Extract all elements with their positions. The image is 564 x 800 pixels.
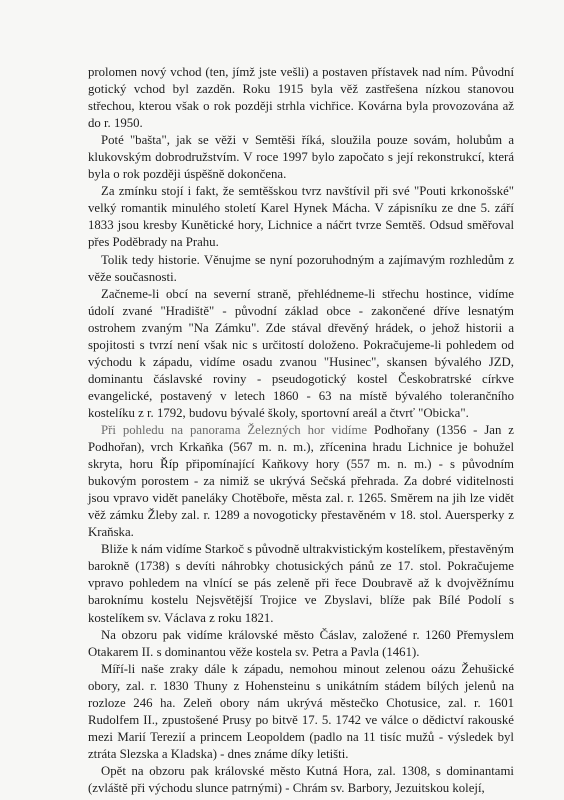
paragraph-3: Za zmínku stojí i fakt, že semtěšskou tvrz navštívil při své "Pouti krkonošské" velký romantik minulého století Karel Hynek Mácha. V zápisníku ze dne 5. září 1833 jsou kresby Kunětické hory, Lichnice a náčrt tvrze Semtěš. Odsud směřoval přes Poděbrady na Prahu. (88, 184, 514, 250)
paragraph-6-faded-start: Při pohledu na panorama Železných hor vidíme (101, 422, 368, 437)
paragraph-5: Začneme-li obcí na severní straně, přehlédneme-li střechu hostince, vidíme údolí zvané "Hradiště" - původní základ obce - zakončené dříve lesnatým ostrohem zvaným "Na Zámku". Zde stával dřevěný hrádek, o jehož historii a spojitosti s tvrzí není však nic s určitostí doloženo. Pokračujeme-li pohledem od východu k západu, vidíme osadu zvanou "Husinec", skansen bývalého JZD, dominantu čáslavské roviny - pseudogotický kostel Českobratrské církve evangelické, postavený v letech 1860 - 63 na místě bývalého tolerančního kostelíku z r. 1792, budovu bývalé školy, sportovní areál a čtvrť "Obicka". (88, 286, 514, 420)
paragraph-10: Opět na obzoru pak královské město Kutná Hora, zal. 1308, s dominantami (zvláště při východu slunce patrnými) - Chrám sv. Barbory, Jezuitskou kolejí, (88, 763, 514, 795)
paragraph-6-rest: Podhořany (1356 - Jan z Podhořan), vrch Krkaňka (567 m. n. m.), zřícenina hradu Lichnice je bohužel skryta, horu Říp připomínající Kaňkovy hory (557 m. n. m.) - s původním bukovým porostem - za nimiž se ukrývá Sečská přehrada. Za dobré viditelnosti jsou vpravo vidět paneláky Chotěboře, města zal. r. 1265. Směrem na jih lze vidět věž zámku Žleby zal. r. 1289 a novogoticky přestavěném v 18. stol. Auersperky z Kraňska. (88, 422, 514, 540)
paragraph-7: Bliže k nám vidíme Starkoč s původně ultrakvistickým kostelíkem, přestavěným barokně (1738) s devíti náhrobky chotusických pánů ze 17. stol. Pokračujeme vpravo pohledem na vlnící se pás zeleně při řece Doubravě až k dvojvěžnímu baroknímu kostelu Nejsvětější Trojice ve Zbyslavi, blíže pak Bílé Podolí s kostelíkem sv. Václava z roku 1821. (88, 542, 514, 625)
body-text (88, 64, 514, 797)
paragraph-1: prolomen nový vchod (ten, jímž jste vešli) a postaven přístavek nad ním. Původní gotický vchod byl zazděn. Roku 1915 byla věž zastřešena nízkou stanovou střechou, kterou však o rok později strhla vichřice. Kovárna byla provozována až do r. 1950. (88, 65, 514, 131)
paragraph-4: Tolik tedy historie. Věnujme se nyní pozoruhodným a zajímavým rozhledům z věže současnosti. (88, 252, 514, 284)
paragraph-9: Míří-li naše zraky dále k západu, nemohou minout zelenou oázu Žehušické obory, zal. r. 1830 Thuny z Hohensteinu s unikátním stádem bílých jelenů na rozloze 246 ha. Zeleň obory nám ukrývá městečko Chotusice, zal. r. 1601 Rudolfem II., zpustošené Prusy po bitvě 17. 5. 1742 ve válce o dědictví rakouské mezi Marií Terezií a princem Leopoldem (padlo na 11 tisíc mužů - výsledek byl ztráta Slezska a Kladska) - dnes známe díky letišti. (88, 661, 514, 761)
paragraph-2: Poté "bašta", jak se věži v Semtěši říká, sloužila pouze sovám, holubům a klukovským dobrodružstvím. V roce 1997 bylo započato s její rekonstrukcí, která byla o rok později úspěšně dokončena. (88, 133, 514, 182)
paragraph-6 (88, 422, 514, 541)
paragraph-8: Na obzoru pak vidíme královské město Čáslav, založené r. 1260 Přemyslem Otakarem II. s dominantou věže kostela sv. Petra a Pavla (1461). (88, 627, 514, 659)
